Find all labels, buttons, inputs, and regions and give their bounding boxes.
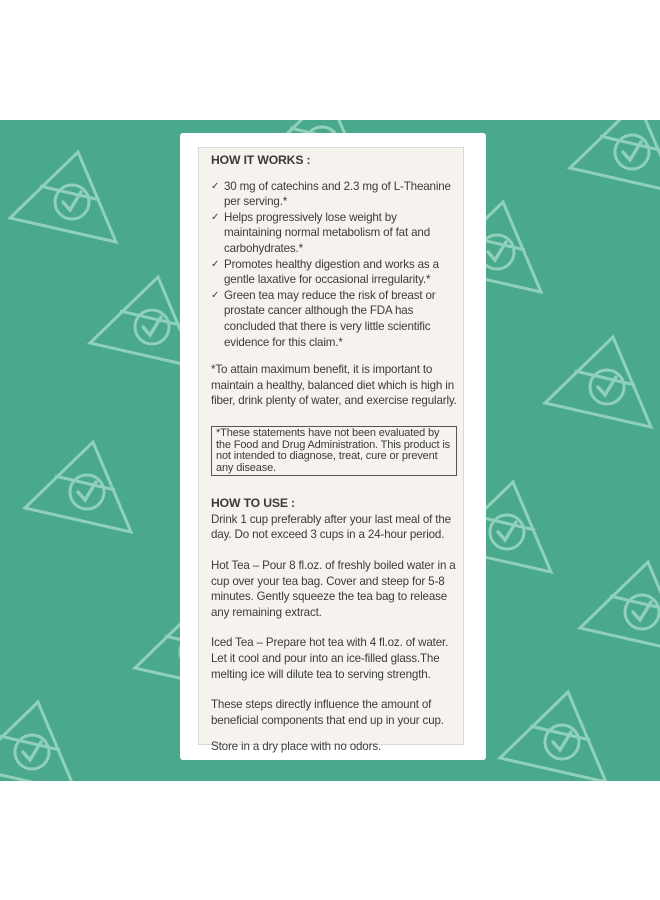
check-icon: ✓	[211, 180, 220, 192]
pattern-triangle-check-icon	[10, 152, 116, 242]
check-icon: ✓	[211, 289, 220, 301]
how-it-works-list	[211, 179, 457, 351]
fda-disclaimer-box: *These statements have not been evaluated by the Food and Drug Administration. This product is not intended to diagnose, treat, cure or prevent any disease.	[211, 426, 457, 476]
check-icon: ✓	[211, 258, 220, 270]
check-icon: ✓	[211, 211, 220, 223]
iced-tea-instructions: Iced Tea – Prepare hot tea with 4 fl.oz. of water. Let it cool and pour into an ice-filled glass.The melting ice will dilute tea to serving strength.	[211, 636, 449, 681]
list-item: ✓ 30 mg of catechins and 2.3 mg of L-Theanine per serving.*	[211, 179, 451, 209]
pattern-triangle-check-icon	[580, 562, 660, 652]
pattern-triangle-check-icon	[0, 702, 76, 781]
pattern-triangle-check-icon	[500, 692, 606, 781]
pattern-triangle-check-icon	[25, 442, 131, 532]
product-label-text	[211, 153, 457, 755]
storage-instructions: Store in a dry place with no odors.	[211, 740, 382, 754]
benefit-note: *To attain maximum benefit, it is important to maintain a healthy, balanced diet which is high in fiber, drink plenty of water, and exercise regularly.	[211, 363, 457, 408]
usage-intro: Drink 1 cup preferably after your last meal of the day. Do not exceed 3 cups in a 24-hour period.	[211, 512, 451, 542]
how-to-use-heading: HOW TO USE :	[211, 496, 295, 511]
list-item: ✓ Green tea may reduce the risk of breast or prostate cancer although the FDA has concluded that there is very little scientific evidence for this claim.*	[211, 288, 436, 349]
steps-note: These steps directly influence the amount of beneficial components that end up in your cup.	[211, 698, 444, 727]
hot-tea-instructions: Hot Tea – Pour 8 fl.oz. of freshly boiled water in a cup over your tea bag. Cover and steep for 5-8 minutes. Gently squeeze the tea bag to release any remaining extract.	[211, 559, 456, 619]
list-item: ✓ Helps progressively lose weight by maintaining normal metabolism of fat and carbohydrates.*	[211, 210, 431, 255]
pattern-triangle-check-icon	[545, 337, 651, 427]
how-it-works-heading: HOW IT WORKS :	[211, 153, 311, 167]
list-item: ✓ Promotes healthy digestion and works as a gentle laxative for occasional irregularity.*	[211, 257, 439, 287]
pattern-triangle-check-icon	[570, 120, 660, 192]
green-banner	[0, 120, 660, 781]
